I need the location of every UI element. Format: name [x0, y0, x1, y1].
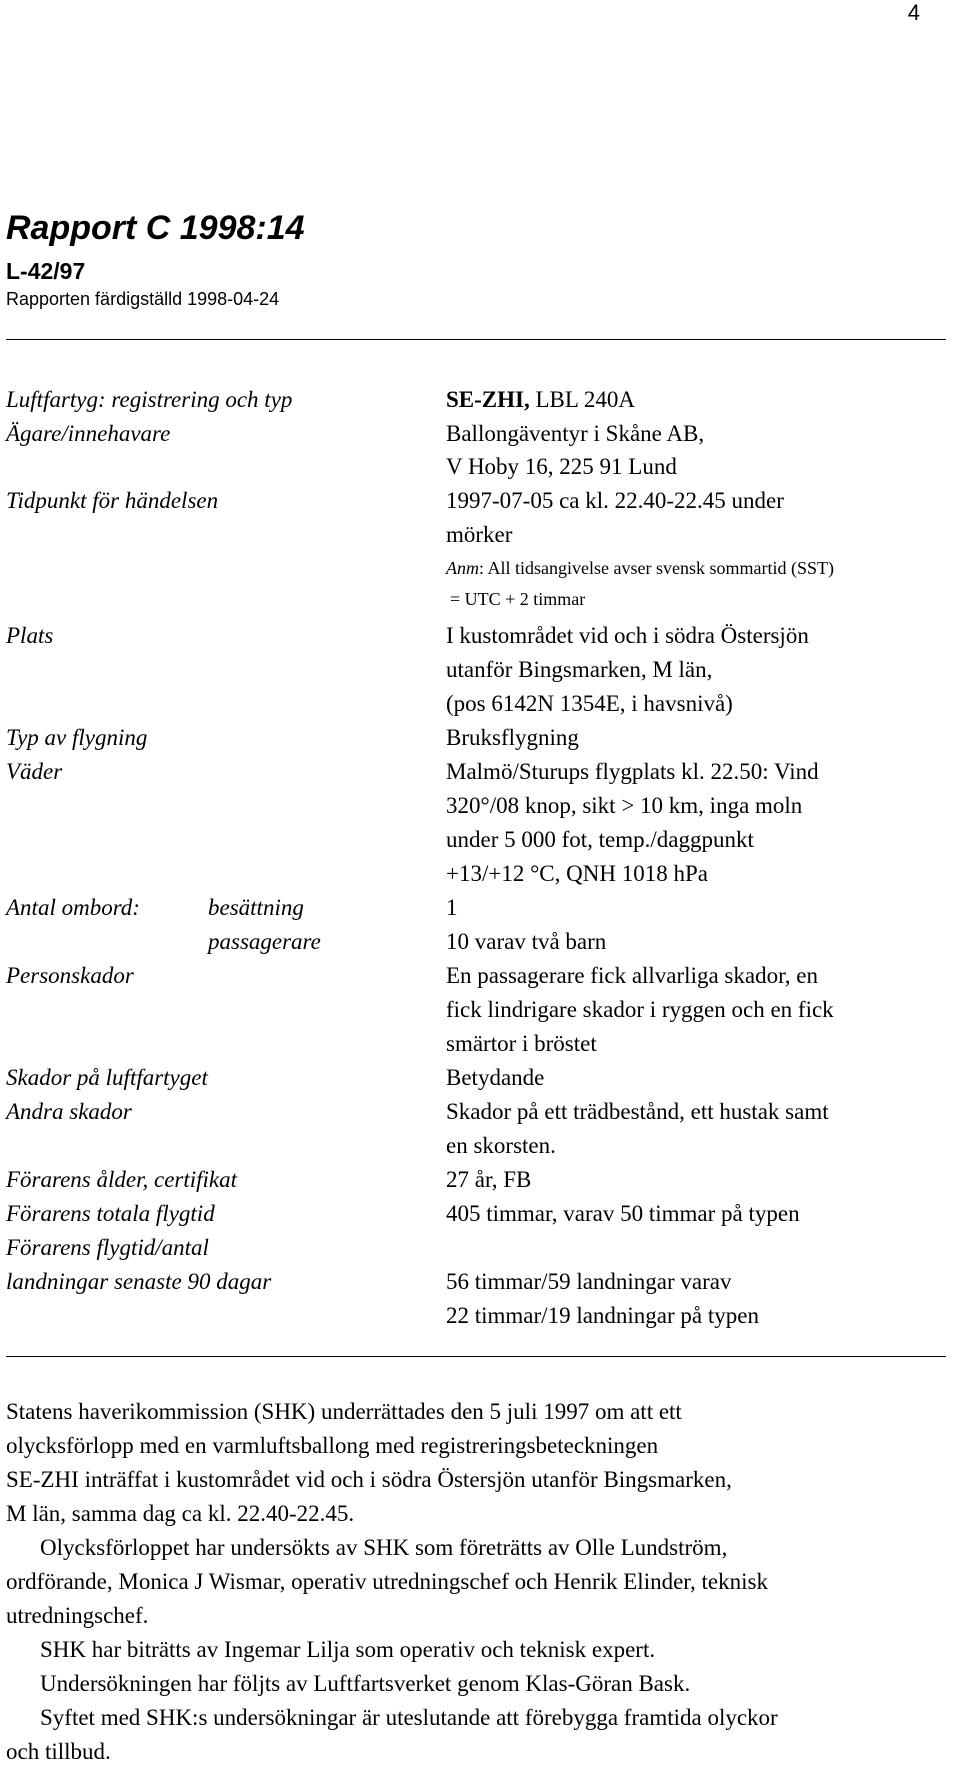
place-value-1: I kustområdet vid och i södra Östersjön: [446, 623, 809, 648]
time-value-1: 1997-07-05 ca kl. 22.40-22.45 under: [446, 488, 784, 513]
injuries-label: Personskador: [6, 963, 134, 988]
place-value-3: (pos 6142N 1354E, i havsnivå): [446, 691, 733, 716]
narrative-line: ordförande, Monica J Wismar, operativ utredningschef och Henrik Elinder, teknisk: [6, 1569, 768, 1594]
injuries-value-1: En passagerare fick allvarliga skador, en: [446, 963, 819, 988]
damage-value: Betydande: [446, 1065, 545, 1090]
narrative-line: Undersökningen har följts av Luftfartsverket genom Klas-Göran Bask.: [40, 1671, 691, 1696]
report-code: L-42/97: [6, 258, 86, 284]
pilot-recent-label-1: Förarens flygtid/antal: [6, 1235, 209, 1260]
injuries-value-3: smärtor i bröstet: [446, 1031, 597, 1056]
divider-top: [6, 339, 946, 340]
time-note-2: = UTC + 2 timmar: [450, 589, 586, 609]
pilot-recent-value-1: 56 timmar/59 landningar varav: [446, 1269, 732, 1294]
other-damage-label: Andra skador: [6, 1099, 132, 1124]
report-completed-date: Rapporten färdigställd 1998-04-24: [6, 289, 280, 309]
pilot-recent-value-2: 22 timmar/19 landningar på typen: [446, 1303, 759, 1328]
divider-bottom: [6, 1356, 946, 1357]
owner-label: Ägare/innehavare: [6, 421, 171, 446]
pilot-total-value: 405 timmar, varav 50 timmar på typen: [446, 1201, 800, 1226]
aircraft-label: Luftfartyg: registrering och typ: [6, 387, 293, 412]
onboard-label: Antal ombord:: [6, 895, 140, 920]
weather-value-2: 320°/08 knop, sikt > 10 km, inga moln: [446, 793, 803, 818]
flight-type-value: Bruksflygning: [446, 725, 579, 750]
time-value-2: mörker: [446, 522, 513, 547]
time-note-text: : All tidsangivelse avser svensk sommartid (SST): [479, 558, 834, 578]
owner-value-2: V Hoby 16, 225 91 Lund: [446, 454, 677, 479]
weather-value-4: +13/+12 °C, QNH 1018 hPa: [446, 861, 708, 886]
pilot-age-value: 27 år, FB: [446, 1167, 532, 1192]
narrative-line: SHK har biträtts av Ingemar Lilja som operativ och teknisk expert.: [40, 1637, 656, 1662]
aircraft-value: [446, 385, 635, 415]
damage-label: Skador på luftfartyget: [6, 1065, 208, 1090]
time-note-1: [446, 556, 834, 580]
aircraft-type: LBL 240A: [529, 387, 635, 412]
time-note-prefix: Anm: [446, 558, 479, 578]
pilot-total-label: Förarens totala flygtid: [6, 1201, 215, 1226]
weather-label: Väder: [6, 759, 63, 784]
other-damage-value-2: en skorsten.: [446, 1133, 556, 1158]
narrative-line: M län, samma dag ca kl. 22.40-22.45.: [6, 1501, 355, 1526]
report-title: Rapport C 1998:14: [6, 209, 305, 247]
crew-label: besättning: [208, 895, 304, 920]
place-value-2: utanför Bingsmarken, M län,: [446, 657, 713, 682]
crew-value: 1: [446, 895, 458, 920]
weather-value-1: Malmö/Sturups flygplats kl. 22.50: Vind: [446, 759, 819, 784]
narrative-line: Syftet med SHK:s undersökningar är uteslutande att förebygga framtida olyckor: [40, 1705, 778, 1730]
passengers-label: passagerare: [208, 929, 321, 954]
owner-value-1: Ballongäventyr i Skåne AB,: [446, 421, 705, 446]
place-label: Plats: [6, 623, 54, 648]
injuries-value-2: fick lindrigare skador i ryggen och en fick: [446, 997, 834, 1022]
narrative-line: och tillbud.: [6, 1739, 111, 1764]
flight-type-label: Typ av flygning: [6, 725, 148, 750]
weather-value-3: under 5 000 fot, temp./daggpunkt: [446, 827, 754, 852]
other-damage-value-1: Skador på ett trädbestånd, ett hustak samt: [446, 1099, 829, 1124]
pilot-recent-label-2: landningar senaste 90 dagar: [6, 1269, 272, 1294]
aircraft-registration: SE-ZHI,: [446, 387, 530, 412]
narrative-line: utredningschef.: [6, 1603, 149, 1628]
page-number: 4: [907, 0, 920, 25]
time-label: Tidpunkt för händelsen: [6, 488, 219, 513]
narrative-line: olycksförlopp med en varmluftsballong med registreringsbeteckningen: [6, 1433, 659, 1458]
pilot-age-label: Förarens ålder, certifikat: [6, 1167, 238, 1192]
passengers-value: 10 varav två barn: [446, 929, 607, 954]
narrative-line: Statens haverikommission (SHK) underrättades den 5 juli 1997 om att ett: [6, 1399, 682, 1424]
narrative-line: Olycksförloppet har undersökts av SHK som företrätts av Olle Lundström,: [40, 1535, 728, 1560]
narrative-line: SE-ZHI inträffat i kustområdet vid och i södra Östersjön utanför Bingsmarken,: [6, 1467, 732, 1492]
